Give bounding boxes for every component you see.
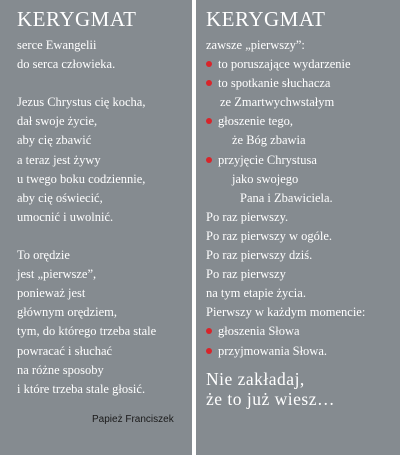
bullet-text: to spotkanie słuchacza	[218, 76, 331, 91]
bullet-text: głoszenie tego,	[218, 114, 293, 129]
closing-line: że to już wiesz…	[206, 388, 335, 409]
text-line: serce Ewangelii	[17, 38, 97, 52]
left-text-block	[17, 36, 192, 399]
text-line: jest „pierwsze”,	[17, 267, 97, 282]
bullet-item	[206, 74, 400, 93]
text-line: To orędzie	[17, 248, 70, 263]
text-line: Po raz pierwszy dziś.	[206, 248, 313, 263]
text-line: Pierwszy w każdym momencie:	[206, 305, 366, 320]
text-line: do serca człowieka.	[17, 57, 116, 72]
closing-line: Nie zakładaj,	[206, 368, 305, 389]
bullet-item	[206, 151, 400, 170]
text-line: tym, do którego trzeba stale	[17, 324, 157, 339]
signature: Papież Franciszek	[92, 414, 174, 425]
text-line: Po raz pierwszy	[206, 267, 286, 282]
text-line: Po raz pierwszy w ogóle.	[206, 228, 333, 243]
bullet-continuation: ze Zmartwychwstałym	[220, 95, 335, 110]
text-line: na tym etapie życia.	[206, 286, 306, 301]
bullet-item	[206, 322, 400, 341]
red-bullet-icon	[206, 157, 212, 163]
closing-text	[206, 369, 400, 409]
bullet-continuation: że Bóg zbawia	[232, 133, 306, 148]
text-line: aby cię oświecić,	[17, 190, 103, 205]
bullet-item	[206, 55, 400, 74]
text-line: powracać i słuchać	[17, 343, 113, 358]
text-line: i które trzeba stale głosić.	[17, 381, 146, 396]
text-line: na różne sposoby	[17, 362, 104, 377]
text-line: dał swoje życie,	[17, 114, 98, 129]
bullet-text: to poruszające wydarzenie	[218, 57, 351, 72]
intro-line: zawsze „pierwszy”:	[206, 38, 305, 52]
red-bullet-icon	[206, 348, 212, 354]
red-bullet-icon	[206, 61, 212, 67]
bullet-continuation: Pana i Zbawiciela.	[240, 190, 333, 205]
red-bullet-icon	[206, 80, 212, 86]
left-title: KERYGMAT	[17, 7, 137, 31]
text-line: głównym orędziem,	[17, 305, 117, 320]
spacer	[17, 74, 192, 93]
bullet-item	[206, 342, 400, 361]
bullet-text: przyjęcie Chrystusa	[218, 152, 317, 167]
bullet-continuation: jako swojego	[232, 171, 299, 186]
text-line: aby cię zbawić	[17, 133, 92, 148]
right-title: KERYGMAT	[206, 7, 326, 31]
red-bullet-icon	[206, 118, 212, 124]
bullet-item	[206, 112, 400, 131]
text-line: Jezus Chrystus cię kocha,	[17, 95, 146, 110]
text-line: umocnić i uwolnić.	[17, 209, 114, 224]
bullet-text: przyjmowania Słowa.	[218, 343, 328, 358]
text-line: u twego boku codziennie,	[17, 171, 146, 186]
text-line: a teraz jest żywy	[17, 152, 101, 167]
right-panel	[196, 0, 400, 455]
text-line: ponieważ jest	[17, 286, 86, 301]
red-bullet-icon	[206, 328, 212, 334]
left-panel	[0, 0, 192, 455]
text-line: Po raz pierwszy.	[206, 209, 289, 224]
spacer	[17, 227, 192, 246]
bullet-text: głoszenia Słowa	[218, 324, 300, 339]
